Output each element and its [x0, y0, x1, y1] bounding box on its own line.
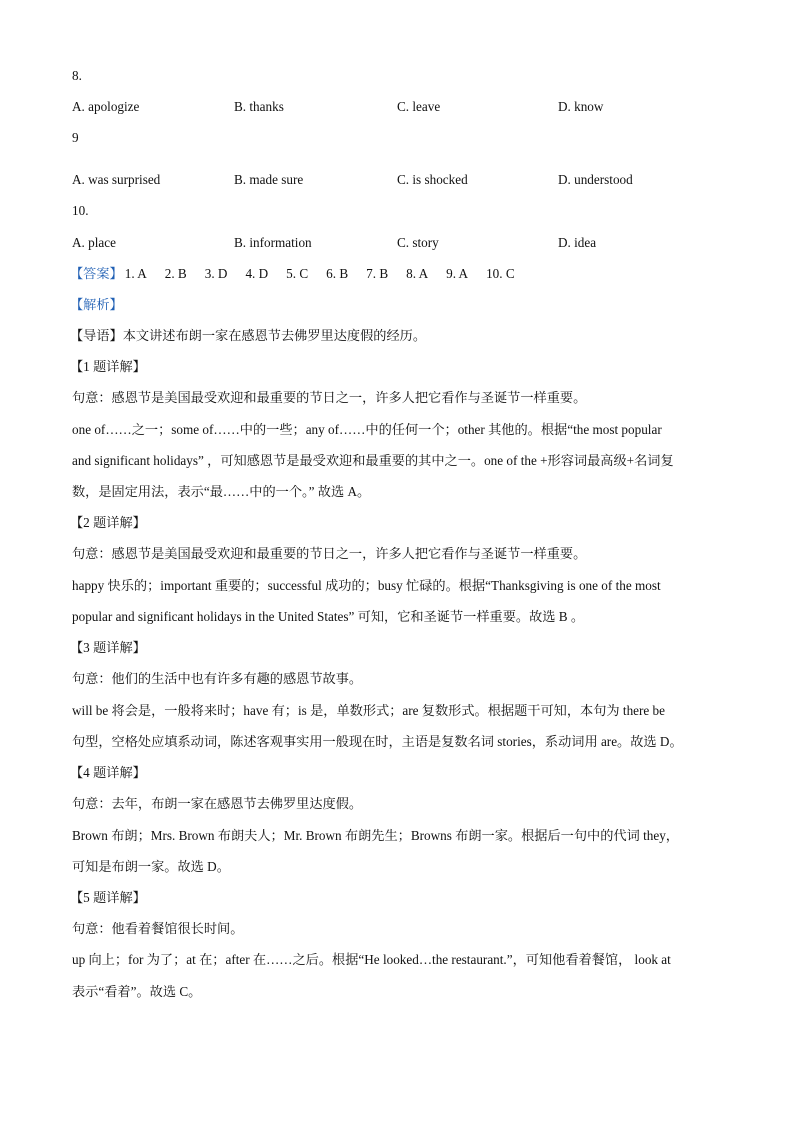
answer-line: [70, 265, 533, 283]
detail-line: Brown 布朗；Mrs. Brown 布朗夫人；Mr. Brown 布朗先生；Browns 布朗一家。根据后一句中的代词 they，: [72, 828, 679, 843]
detail-line: 数，是固定用法，表示“最……中的一个。” 故选 A。: [72, 484, 371, 499]
answer-item: 5. C: [286, 266, 309, 281]
answer-item: 2. B: [164, 266, 187, 281]
option-c: C. is shocked: [397, 172, 468, 187]
option-d: D. know: [558, 99, 604, 114]
answer-item: 4. D: [245, 266, 269, 281]
answer-item: 9. A: [446, 266, 469, 281]
detail-line: one of……之一；some of……中的一些；any of……中的任何一个；other 其他的。根据“the most popular: [72, 422, 662, 437]
option-b: B. made sure: [234, 172, 304, 187]
detail-line: 句意：他看着餐馆很长时间。: [72, 921, 244, 936]
question-number: 8.: [72, 68, 82, 83]
question-options: [72, 234, 732, 252]
option-a: A. was surprised: [72, 172, 161, 187]
answer-label: 【答案】: [70, 266, 123, 281]
detail-line: 句意：感恩节是美国最受欢迎和最重要的节日之一，许多人把它看作与圣诞节一样重要。: [72, 546, 587, 561]
answer-item: 7. B: [366, 266, 389, 281]
question-number: 10.: [72, 203, 89, 218]
detail-line: happy 快乐的；important 重要的；successful 成功的；busy 忙碌的。根据“Thanksgiving is one of the most: [72, 578, 661, 593]
analysis-label: 【解析】: [70, 297, 123, 312]
option-d: D. idea: [558, 235, 597, 250]
answer-item: 3. D: [204, 266, 228, 281]
question-options: [72, 171, 732, 189]
answer-item: 6. B: [326, 266, 349, 281]
option-d: D. understood: [558, 172, 633, 187]
detail-line: popular and significant holidays in the United States” 可知，它和圣诞节一样重要。故选 B 。: [72, 609, 585, 624]
detail-line: 句型，空格处应填系动词，陈述客观事实用一般现在时，主语是复数名词 stories，系动词用 are。故选 D。: [72, 734, 683, 749]
detail-line: 句意：他们的生活中也有许多有趣的感恩节故事。: [72, 671, 363, 686]
detail-line: 句意：感恩节是美国最受欢迎和最重要的节日之一，许多人把它看作与圣诞节一样重要。: [72, 390, 587, 405]
option-b: B. information: [234, 235, 312, 250]
detail-line: up 向上；for 为了；at 在；after 在……之后。根据“He looked…the restaurant.”，可知他看着餐馆， look at: [72, 952, 671, 967]
guide-text: 【导语】本文讲述布朗一家在感恩节去佛罗里达度假的经历。: [70, 328, 427, 343]
answer-item: 1. A: [124, 266, 147, 281]
detail-line: 表示“看着”。故选 C。: [72, 984, 202, 999]
option-c: C. story: [397, 235, 439, 250]
question-number: 9: [72, 130, 79, 145]
question-options: [72, 98, 732, 116]
detail-heading: 【3 题详解】: [70, 640, 146, 655]
detail-line: 句意：去年，布朗一家在感恩节去佛罗里达度假。: [72, 796, 363, 811]
detail-line: will be 将会是，一般将来时；have 有；is 是，单数形式；are 复数形式。根据题干可知，本句为 there be: [72, 703, 666, 718]
detail-heading: 【2 题详解】: [70, 515, 146, 530]
option-c: C. leave: [397, 99, 441, 114]
option-b: B. thanks: [234, 99, 284, 114]
option-a: A. place: [72, 235, 116, 250]
detail-heading: 【1 题详解】: [70, 359, 146, 374]
option-a: A. apologize: [72, 99, 140, 114]
detail-heading: 【5 题详解】: [70, 890, 146, 905]
detail-line: and significant holidays” ，可知感恩节是最受欢迎和最重要的其中之一。one of the +形容词最高级+名词复: [72, 453, 674, 468]
detail-heading: 【4 题详解】: [70, 765, 146, 780]
answer-item: 10. C: [486, 266, 515, 281]
detail-line: 可知是布朗一家。故选 D。: [72, 859, 230, 874]
answer-item: 8. A: [406, 266, 429, 281]
